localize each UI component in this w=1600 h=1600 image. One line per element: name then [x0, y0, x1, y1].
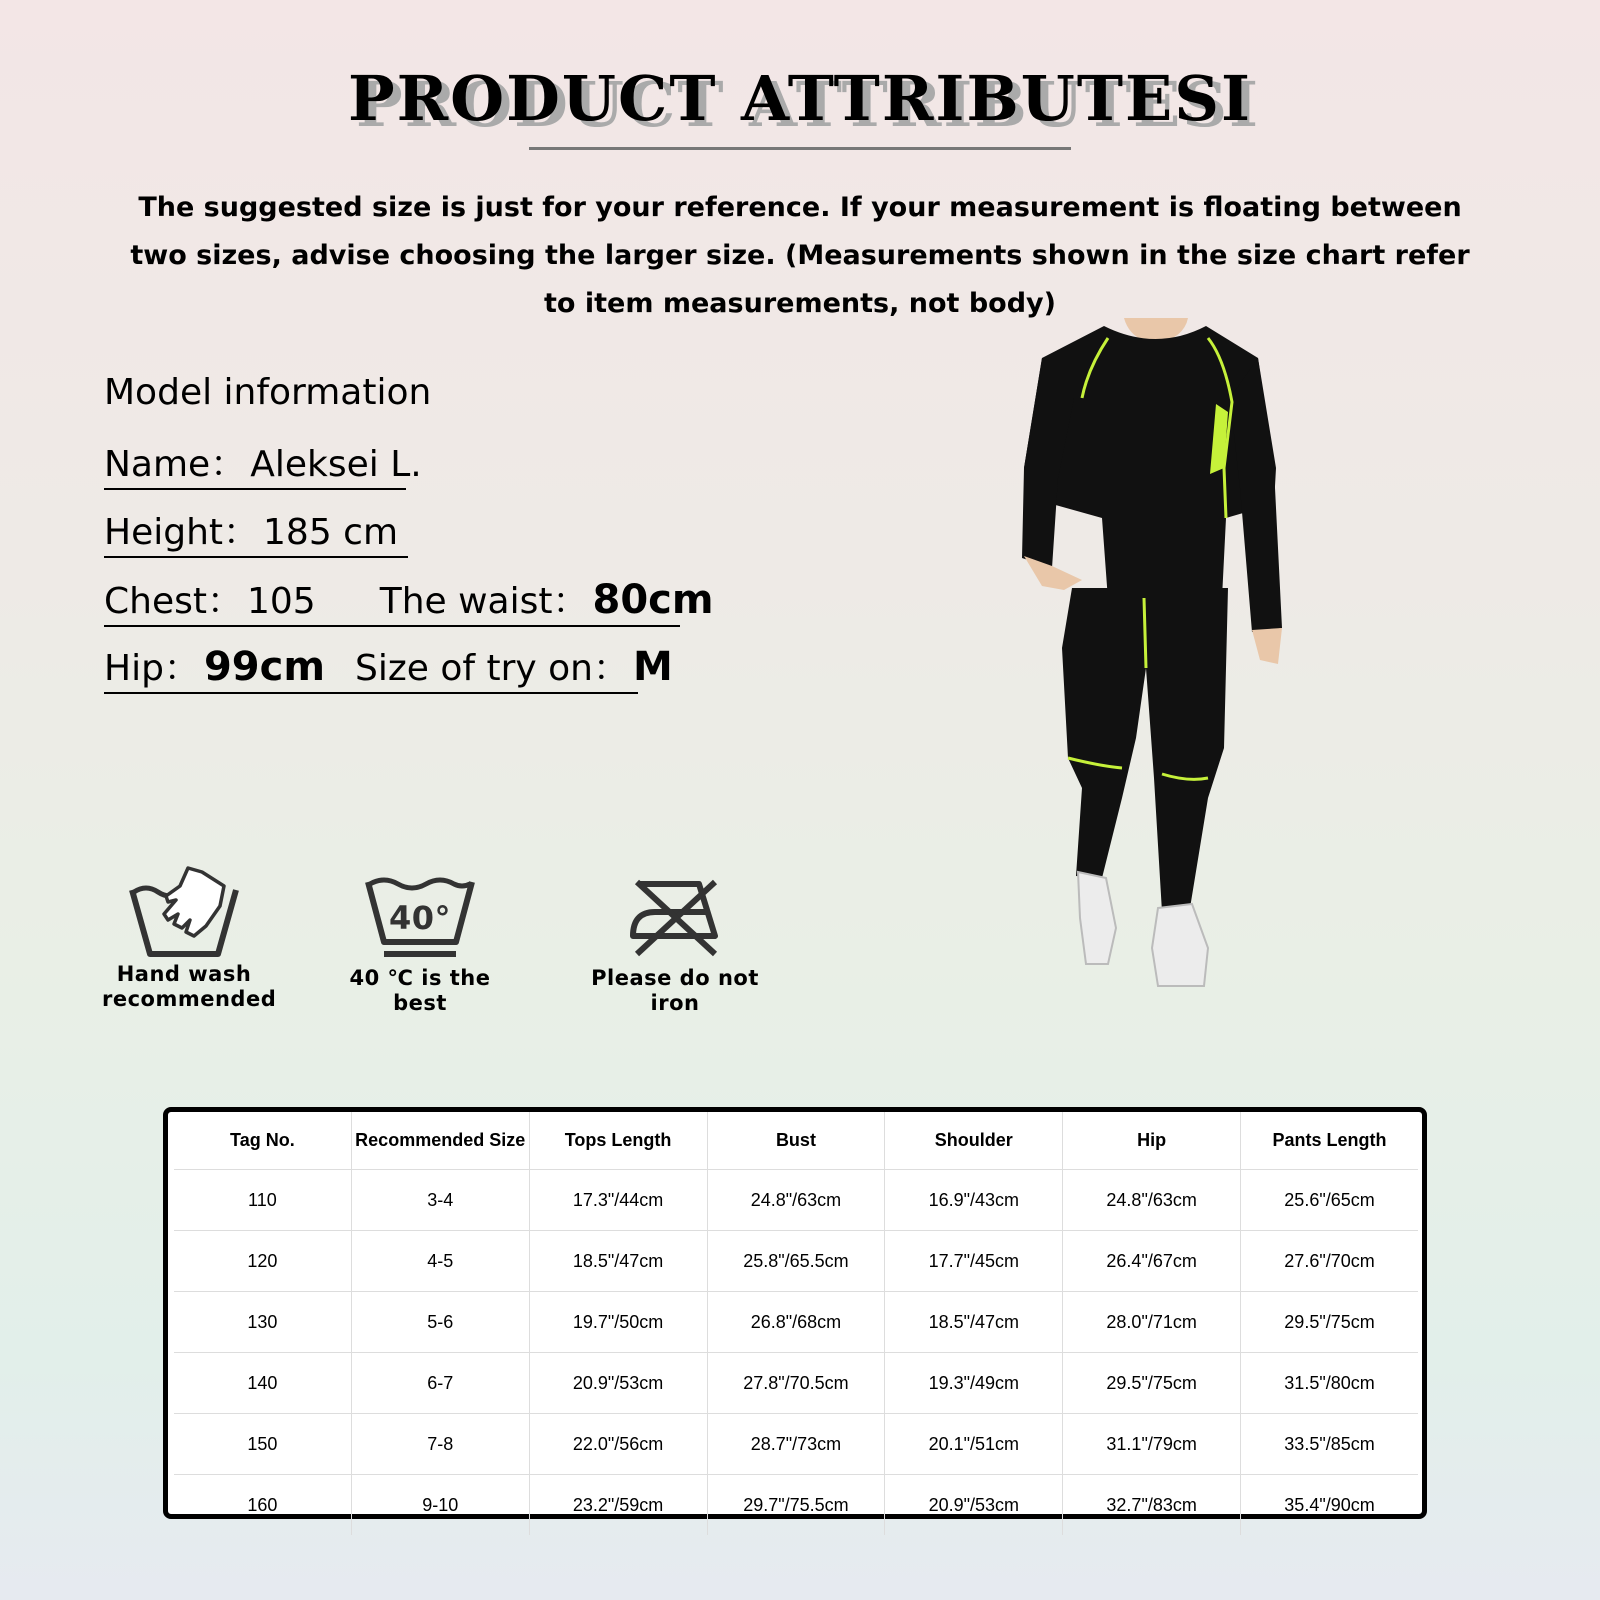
- table-cell: 16.9"/43cm: [885, 1170, 1063, 1231]
- model-tryon-value: M: [633, 644, 673, 690]
- table-row: [174, 1170, 1418, 1231]
- model-right-shoe: [1152, 904, 1208, 986]
- table-cell: 17.3"/44cm: [529, 1170, 707, 1231]
- table-cell: 32.7"/83cm: [1063, 1475, 1241, 1536]
- header-hip: Hip: [1063, 1112, 1241, 1170]
- header-shoulder: Shoulder: [885, 1112, 1063, 1170]
- table-cell: 4-5: [351, 1231, 529, 1292]
- model-tryon-label: Size of try on：: [355, 648, 629, 689]
- table-cell: 150: [174, 1414, 351, 1475]
- size-chart-header-row: [174, 1112, 1418, 1170]
- size-chart-table: [174, 1112, 1418, 1535]
- page-title: PRODUCT ATTRIBUTESI: [347, 62, 1252, 135]
- table-cell: 140: [174, 1353, 351, 1414]
- table-cell: 7-8: [351, 1414, 529, 1475]
- model-waist-value: 80cm: [592, 577, 714, 623]
- model-hip-label: Hip：: [104, 648, 200, 689]
- care-wash-40: [322, 876, 518, 1016]
- temp-label: 40 ℃ is the best: [349, 966, 491, 1015]
- table-cell: 29.7"/75.5cm: [707, 1475, 885, 1536]
- table-cell: 27.6"/70cm: [1241, 1231, 1418, 1292]
- table-cell: 18.5"/47cm: [885, 1292, 1063, 1353]
- model-chest-value: 105: [246, 581, 316, 622]
- table-cell: 20.9"/53cm: [529, 1353, 707, 1414]
- table-cell: 22.0"/56cm: [529, 1414, 707, 1475]
- care-no-iron: [566, 876, 784, 1016]
- model-right-hand: [1252, 628, 1282, 664]
- table-cell: 130: [174, 1292, 351, 1353]
- table-cell: 18.5"/47cm: [529, 1231, 707, 1292]
- table-cell: 120: [174, 1231, 351, 1292]
- model-photo: [1012, 318, 1302, 1008]
- table-cell: 19.7"/50cm: [529, 1292, 707, 1353]
- model-height-label: Height：: [104, 512, 260, 553]
- table-cell: 24.8"/63cm: [1063, 1170, 1241, 1231]
- model-chest-waist-line: [104, 577, 714, 627]
- table-row: [174, 1414, 1418, 1475]
- table-cell: 160: [174, 1475, 351, 1536]
- model-name-line: [104, 442, 422, 490]
- model-height-value: 185 cm: [263, 512, 399, 553]
- table-row: [174, 1292, 1418, 1353]
- model-hip-tryon-line: [104, 644, 673, 694]
- table-cell: 3-4: [351, 1170, 529, 1231]
- table-cell: 19.3"/49cm: [885, 1353, 1063, 1414]
- table-cell: 28.0"/71cm: [1063, 1292, 1241, 1353]
- table-cell: 20.9"/53cm: [885, 1475, 1063, 1536]
- size-chart: [163, 1107, 1427, 1519]
- table-cell: 29.5"/75cm: [1063, 1353, 1241, 1414]
- wash-40-icon: [364, 876, 476, 960]
- table-row: [174, 1475, 1418, 1536]
- header-tops-length: Tops Length: [529, 1112, 707, 1170]
- model-left-shoe: [1078, 872, 1116, 964]
- hand-wash-label-2: recommended: [102, 987, 277, 1011]
- model-hip-value: 99cm: [203, 644, 325, 690]
- header-pants-length: Pants Length: [1241, 1112, 1418, 1170]
- table-cell: 26.4"/67cm: [1063, 1231, 1241, 1292]
- header-tag-no: Tag No.: [174, 1112, 351, 1170]
- model-waist-label: The waist：: [379, 581, 589, 622]
- table-cell: 6-7: [351, 1353, 529, 1414]
- table-cell: 25.6"/65cm: [1241, 1170, 1418, 1231]
- table-cell: 28.7"/73cm: [707, 1414, 885, 1475]
- table-row: [174, 1231, 1418, 1292]
- header-recommended-size: Recommended Size: [351, 1112, 529, 1170]
- size-advice-text: The suggested size is just for your reference. If your measurement is floating between two sizes, advise choosing the larger size. (Measurements shown in the size chart refer to item measurements, not body): [130, 192, 1470, 319]
- table-row: [174, 1353, 1418, 1414]
- table-cell: 5-6: [351, 1292, 529, 1353]
- table-cell: 31.1"/79cm: [1063, 1414, 1241, 1475]
- model-info-heading: Model information: [104, 372, 432, 413]
- hand-wash-icon: [128, 862, 240, 962]
- model-left-hand: [1024, 556, 1082, 590]
- table-cell: 17.7"/45cm: [885, 1231, 1063, 1292]
- hand-wash-label-1: Hand wash: [116, 962, 252, 986]
- table-cell: 24.8"/63cm: [707, 1170, 885, 1231]
- care-hand-wash: [102, 862, 277, 1012]
- wash-40-icon-text: 40°: [388, 899, 452, 937]
- table-cell: 25.8"/65.5cm: [707, 1231, 885, 1292]
- header-bust: Bust: [707, 1112, 885, 1170]
- model-name-value: Aleksei L.: [250, 444, 422, 485]
- model-name-label: Name：: [104, 444, 247, 485]
- table-cell: 9-10: [351, 1475, 529, 1536]
- table-cell: 27.8"/70.5cm: [707, 1353, 885, 1414]
- title-divider: [529, 147, 1071, 150]
- table-cell: 23.2"/59cm: [529, 1475, 707, 1536]
- no-iron-label: Please do not iron: [591, 966, 759, 1015]
- no-iron-icon: [625, 876, 725, 960]
- table-cell: 31.5"/80cm: [1241, 1353, 1418, 1414]
- table-cell: 33.5"/85cm: [1241, 1414, 1418, 1475]
- model-height-line: [104, 510, 408, 558]
- table-cell: 110: [174, 1170, 351, 1231]
- table-cell: 26.8"/68cm: [707, 1292, 885, 1353]
- table-cell: 35.4"/90cm: [1284, 1494, 1375, 1515]
- table-cell: 29.5"/75cm: [1241, 1292, 1418, 1353]
- table-cell: 20.1"/51cm: [885, 1414, 1063, 1475]
- model-chest-label: Chest：: [104, 581, 243, 622]
